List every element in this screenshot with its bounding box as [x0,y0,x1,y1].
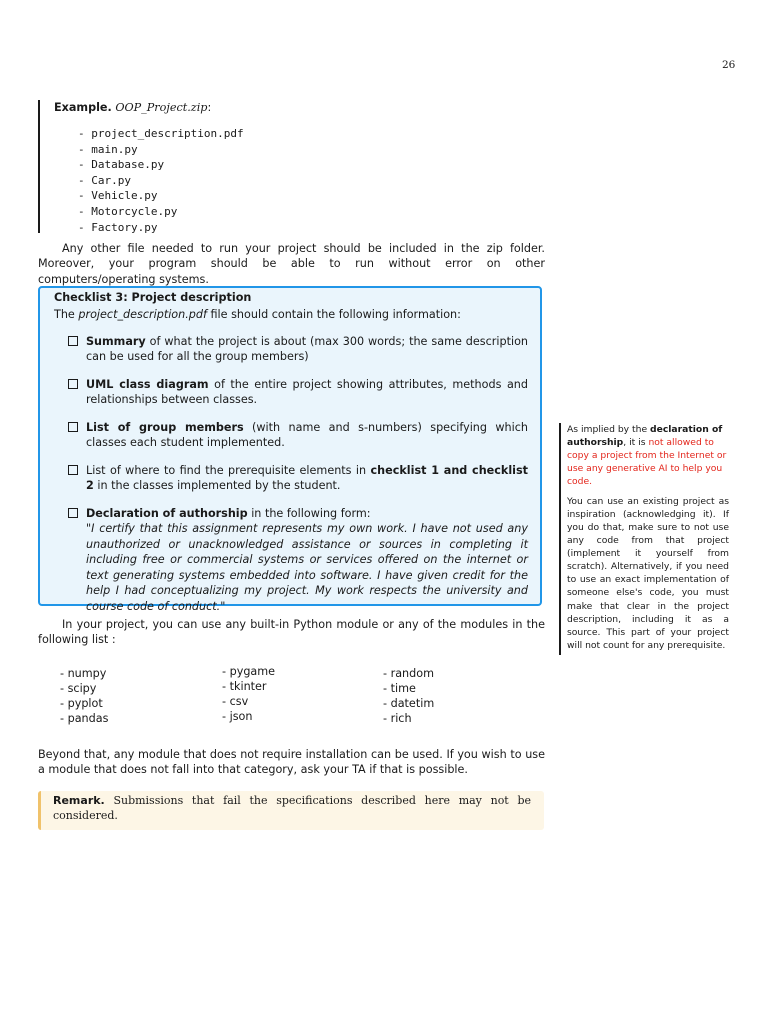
module-item: - pandas [60,712,109,725]
module-item: - csv [222,695,249,708]
item-text: (with name and s-numbers) specifying which classes each student implemented. [86,421,528,450]
margin-p1-bold: declaration of authorship [567,424,723,449]
example-colon: : [207,101,212,114]
example-left-rule [38,100,40,233]
item-text: in the following form: [247,507,371,520]
item-bold: Summary [86,335,146,348]
paragraph-zip [38,241,545,287]
paragraph-beyond: Beyond that, any module that does not require installation can be used. If you wish to use a module that does not fall into that category, ask your TA if that is possible. [38,748,545,777]
checklist-intro-file: project_description.pdf [78,308,207,321]
module-item: - pyplot [60,697,103,710]
file-item: - Vehicle.py [78,189,158,203]
item-bold: UML class diagram [86,378,209,391]
item-bold: List of group members [86,421,244,434]
module-item: - datetim [383,697,435,710]
margin-p1-warning: not allowed to copy a project from the Internet or use any generative AI to help you code. [567,437,727,488]
declaration-quote: I certify that this assignment represents my own work. I have not used any unauthorized or unacknowledged assistance or sources in completing it including free or commercial systems or services offered on the internet or text generating systems embedded into software. I have given credit for the help I had conceptualizing my project. My work respects the university and course code of conduct. [86,522,528,613]
remark-body: Submissions that fail the specifications described here may not be considered. [53,794,531,823]
checklist-item-text [86,463,528,494]
margin-note [559,423,729,655]
item-bold: checklist 1 and checklist 2 [86,464,528,493]
margin-note-inspiration: You can use an existing project as inspiration (acknowledging it). If you do that, make sure to not use any code from that project (implement it yourself from scratch). Alternatively, if you need to use an exact implementation of someone else's code, you must make that clear in the project description, including it as a source. This part of your project will not count for any prerequisite. [567,496,729,651]
checkbox-icon [68,379,78,389]
margin-note-authorship [567,423,729,488]
remark-label: Remark. [53,794,105,807]
checkbox-icon [68,422,78,432]
quote-close: " [220,599,226,613]
paragraph-modules-text: In your project, you can use any built-in Python module or any of the modules in the following list : [38,618,545,647]
quote-open: " [86,522,92,536]
checkbox-icon [68,336,78,346]
file-item: - Database.py [78,158,165,172]
module-item: - time [383,682,416,695]
file-item: - Car.py [78,173,131,187]
checklist-box [38,286,542,613]
example-label: Example. [54,101,112,114]
module-item: - scipy [60,682,97,695]
margin-p1-pre: As implied by the [567,424,651,435]
file-item: - project_description.pdf [78,127,244,140]
module-item: - numpy [60,667,107,680]
item-text: of what the project is about (max 300 words; the same description can be used for all the group members) [86,335,528,364]
example-block [38,100,548,233]
checklist-item-text [86,377,528,408]
modules-column-2 [222,664,275,724]
checklist-intro [54,307,461,322]
checklist-item-text [86,334,528,365]
item-text: in the classes implemented by the student. [93,479,341,493]
checklist-title: Checklist 3: Project description [54,291,252,304]
checklist-item-text [86,506,528,614]
module-item: - random [383,667,434,680]
item-text: of the entire project showing attributes, methods and relationships between classes. [86,378,528,407]
example-file-list [78,126,244,235]
file-item: - Factory.py [78,220,158,234]
checklist-item-text [86,420,528,451]
module-item: - tkinter [222,680,267,693]
module-item: - rich [383,712,412,725]
modules-column-3 [383,666,434,726]
margin-note-rule [559,423,561,655]
remark-text [53,793,531,823]
file-item: - Motorcycle.py [78,204,178,218]
module-item: - pygame [222,665,276,678]
page-number: 26 [722,59,736,71]
checklist-intro-post: file should contain the following information: [206,308,461,321]
example-filename: OOP_Project.zip [115,101,208,114]
remark-accent-bar [38,791,41,830]
checklist-intro-pre: The [54,308,79,321]
example-title [54,100,211,115]
item-pre: List of where to find the prerequisite elements in [86,464,371,477]
checkbox-icon [68,465,78,475]
module-item: - json [222,710,253,723]
margin-p1-mid: , it is [623,437,649,449]
modules-column-1 [60,666,108,726]
paragraph-modules [38,617,545,648]
checkbox-icon [68,508,78,518]
file-item: - main.py [78,142,138,156]
paragraph-zip-text: Any other file needed to run your project should be included in the zip folder. Moreover, your program should be able to run without error on other computers/operating systems. [38,242,545,286]
remark-box [38,791,544,830]
item-bold: Declaration of authorship [86,507,248,520]
